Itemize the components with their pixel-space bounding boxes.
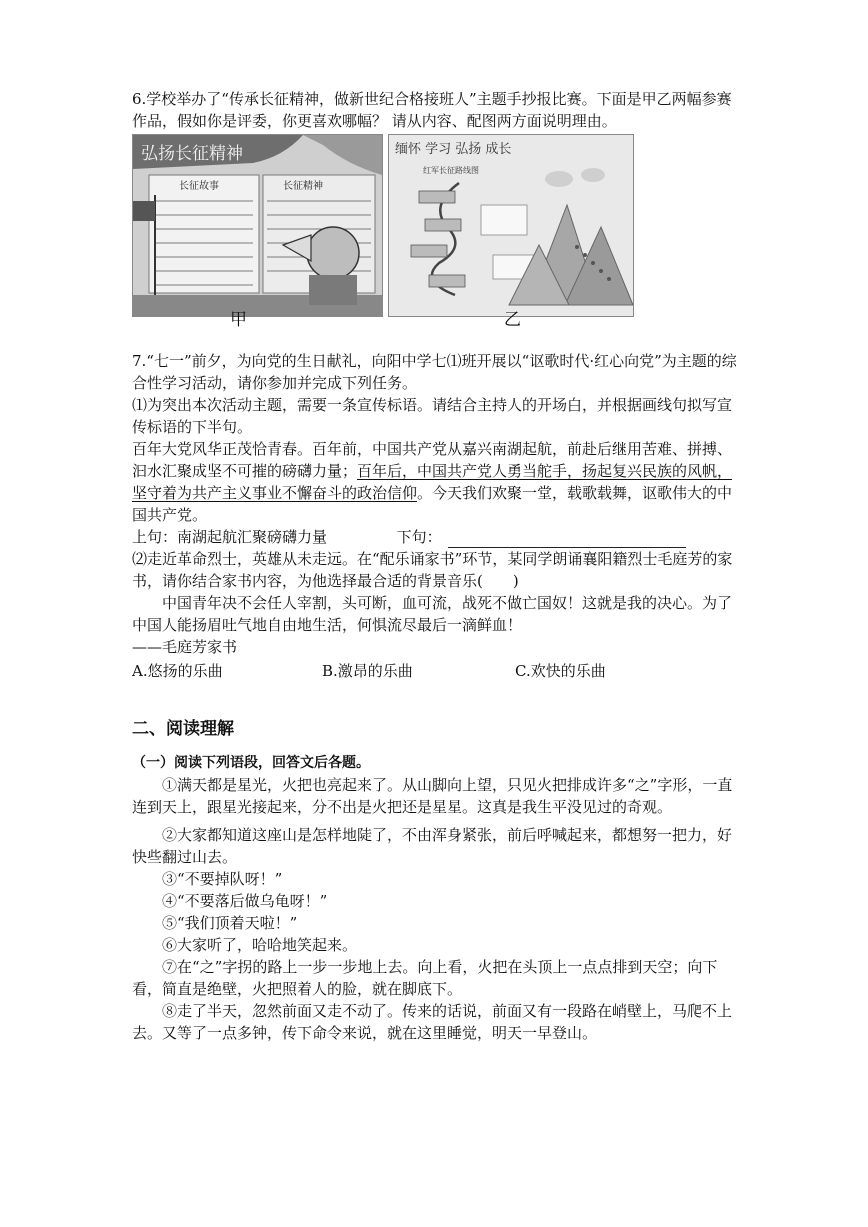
poster-jia-illustration xyxy=(133,135,382,316)
slogan-line xyxy=(132,526,740,548)
poster-jia-title: 弘扬长征精神 xyxy=(141,144,243,164)
reading-para-2: ②大家都知道这座山是怎样地陡了，不由浑身紧张，前后呼喊起来，都想努一把力，好快些翻过山去。 xyxy=(132,826,733,866)
poster-jia-label1: 长征故事 xyxy=(179,181,219,192)
host-speech-part-b: 。今天我们欢聚一堂，载歌载舞，讴歌伟大的中国共产党。 xyxy=(132,484,733,524)
poster-jia-image xyxy=(132,134,383,317)
reading-para-4: ④“不要落后做乌龟呀！” xyxy=(162,892,328,910)
poster-yi-image xyxy=(388,134,634,317)
section-subtitle: （一）阅读下列语段，回答文后各题。 xyxy=(132,755,370,771)
document-page xyxy=(132,88,740,1044)
host-speech-underlined: 百年后，中国共产党人勇当舵手，扬起复兴民族的风帆，坚守着为共产主义事业不懈奋斗的政治信仰 xyxy=(132,462,733,502)
reading-para-7: ⑦在“之”字拐的路上一步一步地上去。向上看，火把在头顶上一点点排到天空；向下看，简直是绝壁，火把照着人的脸，就在脚底下。 xyxy=(132,958,718,998)
reading-para-6: ⑥大家听了，哈哈地笑起来。 xyxy=(162,936,358,954)
poster-yi-title: 缅怀 学习 弘扬 成长 xyxy=(395,142,512,157)
host-speech-part-a: 百年大党风华正茂恰青春。百年前，中国共产党从嘉兴南湖起航，前赴后继用苦难、拼搏、汩水汇聚成坚不可摧的磅礴力量； xyxy=(132,440,733,480)
poster-jia-caption: 甲 xyxy=(230,310,247,330)
reading-para-5: ⑤“我们顶着天啦！” xyxy=(162,914,298,932)
option-c[interactable]: C.欢快的乐曲 xyxy=(515,662,606,680)
slogan-answer-blank[interactable] xyxy=(448,531,686,548)
poster-yi-illustration xyxy=(389,135,633,316)
section-title: 二、阅读理解 xyxy=(132,719,234,739)
answer-options xyxy=(132,660,740,682)
poster-images xyxy=(132,134,740,330)
question-7-task1: ⑴为突出本次活动主题，需要一条宣传标语。请结合主持人的开场白，并根据画线句拟写宣传标语的下半句。 xyxy=(132,396,733,436)
family-letter: 中国青年决不会任人宰割，头可断，血可流，战死不做亡国奴！这就是我的决心。为了中国人能扬眉吐气地自由地生活，何惧流尽最后一滴鲜血！ xyxy=(132,594,733,634)
letter-signature: ——毛庭芳家书 xyxy=(132,638,238,656)
question-6-text: 6.学校举办了“传承长征精神，做新世纪合格接班人”主题手抄报比赛。下面是甲乙两幅参赛作品，假如你是评委，你更喜欢哪幅？ 请从内容、配图两方面说明理由。 xyxy=(132,90,732,130)
option-a[interactable]: A.悠扬的乐曲 xyxy=(132,662,223,680)
poster-jia-label2: 长征精神 xyxy=(283,181,323,192)
reading-para-8: ⑧走了半天，忽然前面又走不动了。传来的话说，前面又有一段路在峭壁上，马爬不上去。又等了一点多钟，传下命令来说，就在这里睡觉，明天一早登山。 xyxy=(132,1002,733,1042)
reading-para-3: ③“不要掉队呀！” xyxy=(162,870,283,888)
reading-para-1: ①满天都是星光，火把也亮起来了。从山脚向上望，只见火把排成许多“之”字形，一直连到天上，跟星光接起来，分不出是火把还是星星。这真是我生平没见过的奇观。 xyxy=(132,776,733,816)
question-7-intro: 7.“七一”前夕，为向党的生日献礼，向阳中学七⑴班开展以“讴歌时代·红心向党”为主题的综合性学习活动，请你参加并完成下列任务。 xyxy=(132,352,737,392)
slogan-lower-label: 下句： xyxy=(396,528,442,546)
option-b[interactable]: B.激昂的乐曲 xyxy=(322,662,413,680)
question-7-task2: ⑵走近革命烈士，英雄从未走远。在“配乐诵家书”环节，某同学朗诵襄阳籍烈士毛庭芳的家书，请你结合家书内容，为他选择最合适的背景音乐( ) xyxy=(132,550,733,590)
host-speech xyxy=(132,438,740,526)
slogan-upper: 上句：南湖起航汇聚磅礴力量 xyxy=(132,528,328,546)
poster-yi-map-label: 红军长征路线图 xyxy=(423,166,479,175)
poster-yi-caption: 乙 xyxy=(504,310,521,330)
